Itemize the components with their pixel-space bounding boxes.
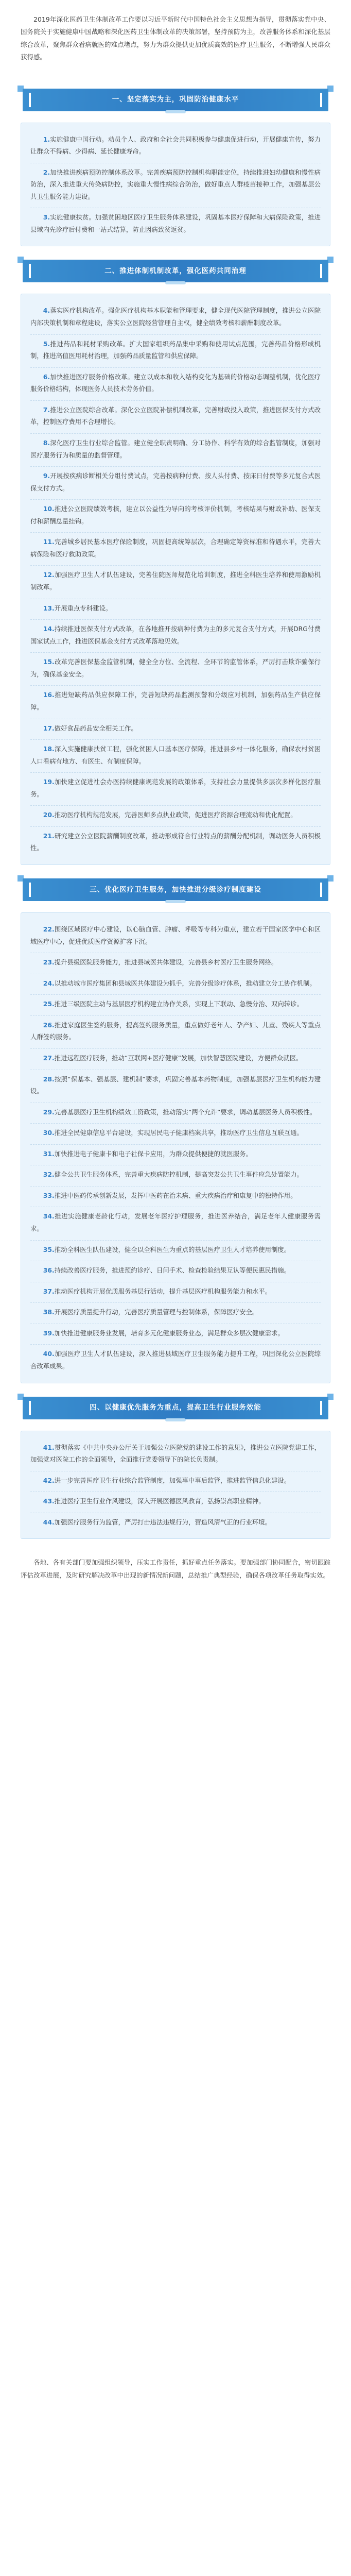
item-number: 13.	[43, 604, 55, 612]
item-number: 1.	[43, 135, 50, 143]
policy-item	[30, 434, 321, 467]
item-text: 推进短缺药品供应保障工作，完善短缺药品监测预警和分级应对机制，加强药品生产供应保障。	[30, 691, 321, 711]
item-text: 加强医疗服务行为监管，严厉打击违法违规行为，营造风清气正的行业环境。	[54, 1518, 272, 1526]
policy-item	[30, 1165, 321, 1187]
item-text: 推进中医药传承创新发展，发挥中医药在治未病、重大疾病治疗和康复中的独特作用。	[54, 1191, 297, 1199]
item-text: 加快推进医疗服务价格改革。建立以成本和收入结构变化为基础的价格动态调整机制，优化医疗服务价格结构，体现医务人员技术劳务价值。	[30, 372, 321, 393]
item-number: 34.	[43, 1212, 55, 1221]
policy-item	[30, 1324, 321, 1345]
item-number: 28.	[43, 1075, 55, 1083]
item-text: 深入实施健康扶贫工程，强化贫困人口基本医疗保障，推进县乡村一体化服务，确保农村贫困人口看病有地方、有医生、有制度保障。	[30, 745, 321, 765]
section-banner	[17, 875, 334, 903]
item-text: 研究建立公立医院薪酬制度改革，推动形成符合行业特点的薪酬分配机制，调动医务人员积极性。	[30, 832, 321, 852]
item-number: 14.	[43, 625, 55, 633]
item-number: 24.	[43, 979, 55, 987]
item-text: 开展医疗质量提升行动，完善医疗质量管理与控制体系，保障医疗安全。	[54, 1308, 259, 1316]
item-text: 落实医疗机构改革。强化医疗机构基本职能和管理要求，健全现代医院管理制度，推进公立医院内部决策机制和章程建设，落实公立医院经营管理自主权，健全绩效考核和薪酬制度改革。	[30, 307, 321, 327]
policy-item	[30, 620, 321, 653]
item-number: 17.	[43, 724, 55, 732]
item-text: 进一步完善医疗卫生行业综合监管制度，加强事中事后监管，推进监管信息化建设。	[54, 1476, 291, 1484]
item-text: 持续推进医保支付方式改革，在各地推开按病种付费为主的多元复合支付方式，开展DRG付费国家试点工作，推进医保基金支付方式改革落地见效。	[30, 625, 321, 645]
policy-item	[30, 974, 321, 995]
policy-item	[30, 208, 321, 241]
item-text: 以推动城市医疗集团和县域医共体建设为抓手，完善分级诊疗体系，推动建立分工协作机制。	[54, 979, 316, 987]
policy-item	[30, 1016, 321, 1049]
item-text: 加强医疗卫生人才队伍建设，完善住院医师规范化培训制度，推进全科医生培养和使用激励机制改革。	[30, 571, 321, 591]
item-text: 加快推进疾病预防控制体系改革。完善疾病预防控制机构职能定位，持续推进妇幼健康和慢性病防治，深入推进重大传染病防控，实施重大慢性病综合防治，做好重点人群疫苗接种工作，加强基层公共卫生服务能力建设。	[30, 168, 321, 200]
policy-item	[30, 953, 321, 974]
section-title: 三、优化医疗卫生服务，加快推进分级诊疗制度建设	[90, 885, 261, 894]
item-number: 18.	[43, 745, 55, 753]
item-text: 加快推进健康服务业发展，培育多元化健康服务业态，满足群众多层次健康需求。	[54, 1329, 284, 1337]
article-sections	[17, 86, 334, 1539]
policy-item	[30, 1103, 321, 1124]
item-text: 完善基层医疗卫生机构绩效工资政策，推动落实“两个允许”要求，调动基层医务人员积极性。	[54, 1108, 317, 1116]
section-content-box	[21, 123, 330, 247]
policy-item	[30, 719, 321, 740]
item-text: 推进远程医疗服务，推动“互联网+医疗健康”发展，加快智慧医院建设，方便群众就医。	[54, 1054, 303, 1062]
item-number: 33.	[43, 1191, 55, 1199]
item-number: 7.	[43, 405, 50, 414]
article-intro: 2019年深化医药卫生体制改革工作要以习近平新时代中国特色社会主义思想为指导，贯彻落实党中央、国务院关于实施健康中国战略和深化医药卫生体制改革的决策部署，坚持预防为主，改善服务体系和深化基层综合改革，聚焦群众看病就医的难点堵点，努力为群众提供更加优质高效的医疗卫生服务，不断增强人民群众获得感。	[21, 15, 330, 61]
item-text: 实施健康中国行动。动员个人、政府和全社会共同积极参与健康促进行动，开展健康宣传，努力让群众不得病、少得病、延长健康寿命。	[30, 135, 321, 156]
policy-item	[30, 1492, 321, 1513]
policy-item	[30, 1345, 321, 1377]
item-text: 持续改善医疗服务，推进预约诊疗、日间手术、检查检验结果互认等便民惠民措施。	[54, 1266, 291, 1275]
policy-item	[30, 740, 321, 773]
section-content-box	[21, 1431, 330, 1539]
item-text: 开展重点专科建设。	[54, 604, 112, 612]
item-number: 37.	[43, 1287, 55, 1295]
policy-item	[30, 566, 321, 599]
policy-item	[30, 1145, 321, 1166]
item-text: 推动全科医生队伍建设，健全以全科医生为重点的基层医疗卫生人才培养使用制度。	[54, 1245, 291, 1253]
item-number: 19.	[43, 778, 55, 786]
item-number: 20.	[43, 811, 55, 819]
banner-underline-decoration	[165, 1418, 186, 1421]
policy-item	[30, 368, 321, 401]
item-number: 23.	[43, 958, 55, 967]
item-text: 推进药品和耗材采购改革。扩大国家组织药品集中采购和使用试点范围，完善药品价格形成机制，推进高值医用耗材治理，加强药品质量监管和供应保障。	[30, 340, 321, 360]
policy-item	[30, 773, 321, 806]
item-text: 推进三级医院主动与基层医疗机构建立协作关系，实现上下联动、急慢分治、双向转诊。	[54, 1000, 303, 1008]
policy-item	[30, 920, 321, 953]
item-text: 推进医疗卫生行业作风建设，深入开展医德医风教育，弘扬崇高职业精神。	[54, 1497, 265, 1505]
item-text: 提升县级医院服务能力，推进县域医共体建设，完善县乡村医疗卫生服务网络。	[54, 958, 278, 967]
policy-item	[30, 500, 321, 533]
banner-underline-decoration	[165, 281, 186, 284]
item-number: 30.	[43, 1129, 55, 1137]
item-number: 5.	[43, 340, 50, 348]
item-number: 39.	[43, 1329, 55, 1337]
item-number: 44.	[43, 1518, 55, 1526]
item-number: 26.	[43, 1021, 55, 1029]
item-text: 推动医疗机构开展优质服务基层行活动，提升基层医疗机构服务能力和水平。	[54, 1287, 272, 1295]
item-text: 深化医疗卫生行业综合监管。建立健全职责明确、分工协作、科学有效的综合监管制度，加强对医疗服务行为和质量的监督管理。	[30, 438, 321, 459]
section-title: 一、坚定落实为主，巩固防治健康水平	[112, 95, 239, 104]
policy-item	[30, 1241, 321, 1262]
item-number: 31.	[43, 1149, 55, 1158]
policy-item	[30, 1513, 321, 1534]
item-text: 围绕区域医疗中心建设，以心脑血管、肿瘤、呼吸等专科为重点，建立若干国家医学中心和区域医疗中心，促进优质医疗资源扩容下沉。	[30, 925, 321, 945]
item-number: 22.	[43, 925, 55, 933]
item-number: 11.	[43, 538, 55, 546]
item-text: 改革完善医保基金监管机制，健全全方位、全流程、全环节的监管体系，严厉打击欺诈骗保行为，确保基金安全。	[30, 658, 321, 678]
item-number: 29.	[43, 1108, 55, 1116]
policy-item	[30, 467, 321, 500]
policy-item	[30, 1070, 321, 1103]
item-text: 贯彻落实《中共中央办公厅关于加强公立医院党的建设工作的意见》，推进公立医院党建工作，加强党对医院工作的全面领导，全面推行党委领导下的院长负责制。	[30, 1443, 321, 1464]
policy-item	[30, 163, 321, 209]
section-title: 二、推进体制机制改革，强化医药共同治理	[104, 267, 247, 276]
item-number: 6.	[43, 372, 50, 381]
item-text: 推进实施健康老龄化行动，发展老年医疗护理服务，推进医养结合，满足老年人健康服务需求。	[30, 1212, 321, 1232]
policy-item	[30, 806, 321, 827]
policy-item	[30, 335, 321, 368]
policy-item	[30, 533, 321, 566]
item-text: 推进全民健康信息平台建设，实现居民电子健康档案共享，推动医疗卫生信息互联互通。	[54, 1129, 303, 1137]
item-number: 38.	[43, 1308, 55, 1316]
section-content-box	[21, 294, 330, 865]
item-number: 43.	[43, 1497, 55, 1505]
section-banner	[17, 86, 334, 113]
item-number: 12.	[43, 571, 55, 579]
item-text: 完善城乡居民基本医疗保险制度，巩固提高统筹层次，合理确定筹资标准和待遇水平，完善大病保险和医疗救助政策。	[30, 538, 321, 558]
policy-item	[30, 1261, 321, 1282]
article-closing: 各地、各有关部门要加强组织领导，压实工作责任，抓好重点任务落实。要加强部门协同配合，密切跟踪评估改革进展，及时研究解决改革中出现的新情况新问题，总结推广典型经验，确保各项改革任务取得实效。	[21, 1558, 330, 1579]
policy-item	[30, 1282, 321, 1303]
item-number: 41.	[43, 1443, 55, 1451]
section-banner	[17, 257, 334, 284]
item-number: 15.	[43, 658, 55, 666]
policy-item	[30, 1187, 321, 1208]
item-text: 做好食品药品安全相关工作。	[54, 724, 137, 732]
policy-item	[30, 1207, 321, 1240]
section-ribbon	[23, 878, 328, 901]
item-number: 8.	[43, 438, 50, 447]
item-number: 9.	[43, 472, 50, 480]
policy-item	[30, 1303, 321, 1324]
item-text: 实施健康扶贫。加强贫困地区医疗卫生服务体系建设，巩固基本医疗保障和大病保险政策，推进县域内先诊疗后付费和一站式结算，防止因病致贫返贫。	[30, 213, 321, 233]
policy-item	[30, 1049, 321, 1070]
item-number: 32.	[43, 1171, 55, 1179]
item-number: 4.	[43, 307, 50, 315]
banner-underline-decoration	[165, 900, 186, 903]
policy-item	[30, 1438, 321, 1471]
section-content-box	[21, 912, 330, 1383]
policy-item	[30, 401, 321, 434]
item-text: 开展按疾病诊断相关分组付费试点，完善按病种付费、按人头付费、按床日付费等多元复合式医保支付方式。	[30, 472, 321, 492]
item-text: 按照“保基本、强基层、建机制”要求，巩固完善基本药物制度，加强基层医疗卫生机构能力建设。	[30, 1075, 321, 1095]
item-text: 推动医疗机构规范发展，完善医师多点执业政策，促进医疗资源合理流动和优化配置。	[54, 811, 297, 819]
policy-item	[30, 686, 321, 719]
policy-item	[30, 995, 321, 1016]
banner-underline-decoration	[165, 110, 186, 113]
item-number: 42.	[43, 1476, 55, 1484]
section-ribbon	[23, 1397, 328, 1419]
section-banner	[17, 1394, 334, 1421]
item-text: 推进家庭医生签约服务，提高签约服务质量，重点做好老年人、孕产妇、儿童、残疾人等重点人群签约服务。	[30, 1021, 321, 1041]
section-ribbon	[23, 260, 328, 282]
item-text: 推进公立医院绩效考核，建立以公益性为导向的考核评价机制，考核结果与财政补助、医保支付和薪酬总量挂钩。	[30, 505, 321, 525]
policy-item	[30, 599, 321, 620]
policy-item	[30, 301, 321, 334]
item-text: 加快建立促进社会办医持续健康规范发展的政策体系，支持社会力量提供多层次多样化医疗服务。	[30, 778, 321, 798]
item-number: 35.	[43, 1245, 55, 1253]
item-number: 25.	[43, 1000, 55, 1008]
item-number: 40.	[43, 1350, 55, 1358]
section-ribbon	[23, 89, 328, 111]
item-number: 36.	[43, 1266, 55, 1275]
item-number: 21.	[43, 832, 55, 840]
item-text: 加快推进电子健康卡和电子社保卡应用，为群众提供便捷的就医服务。	[54, 1149, 252, 1158]
item-number: 3.	[43, 213, 50, 222]
item-text: 推进公立医院综合改革。深化公立医院补偿机制改革，完善财政投入政策，推进医保支付方式改革，控制医疗费用不合理增长。	[30, 405, 321, 426]
policy-item	[30, 653, 321, 686]
item-text: 健全公共卫生服务体系，完善重大疾病防控机制，提高突发公共卫生事件应急处置能力。	[54, 1171, 303, 1179]
item-number: 2.	[43, 168, 50, 176]
item-number: 27.	[43, 1054, 55, 1062]
item-number: 16.	[43, 691, 55, 699]
item-number: 10.	[43, 505, 55, 513]
policy-item	[30, 1124, 321, 1145]
section-title: 四、以健康优先服务为重点，提高卫生行业服务效能	[90, 1403, 261, 1412]
item-text: 加强医疗卫生人才队伍建设，深入推进县域医疗卫生服务能力提升工程，巩固深化公立医院综合改革成果。	[30, 1350, 321, 1370]
policy-item	[30, 1471, 321, 1493]
policy-item	[30, 827, 321, 859]
policy-item	[30, 130, 321, 163]
